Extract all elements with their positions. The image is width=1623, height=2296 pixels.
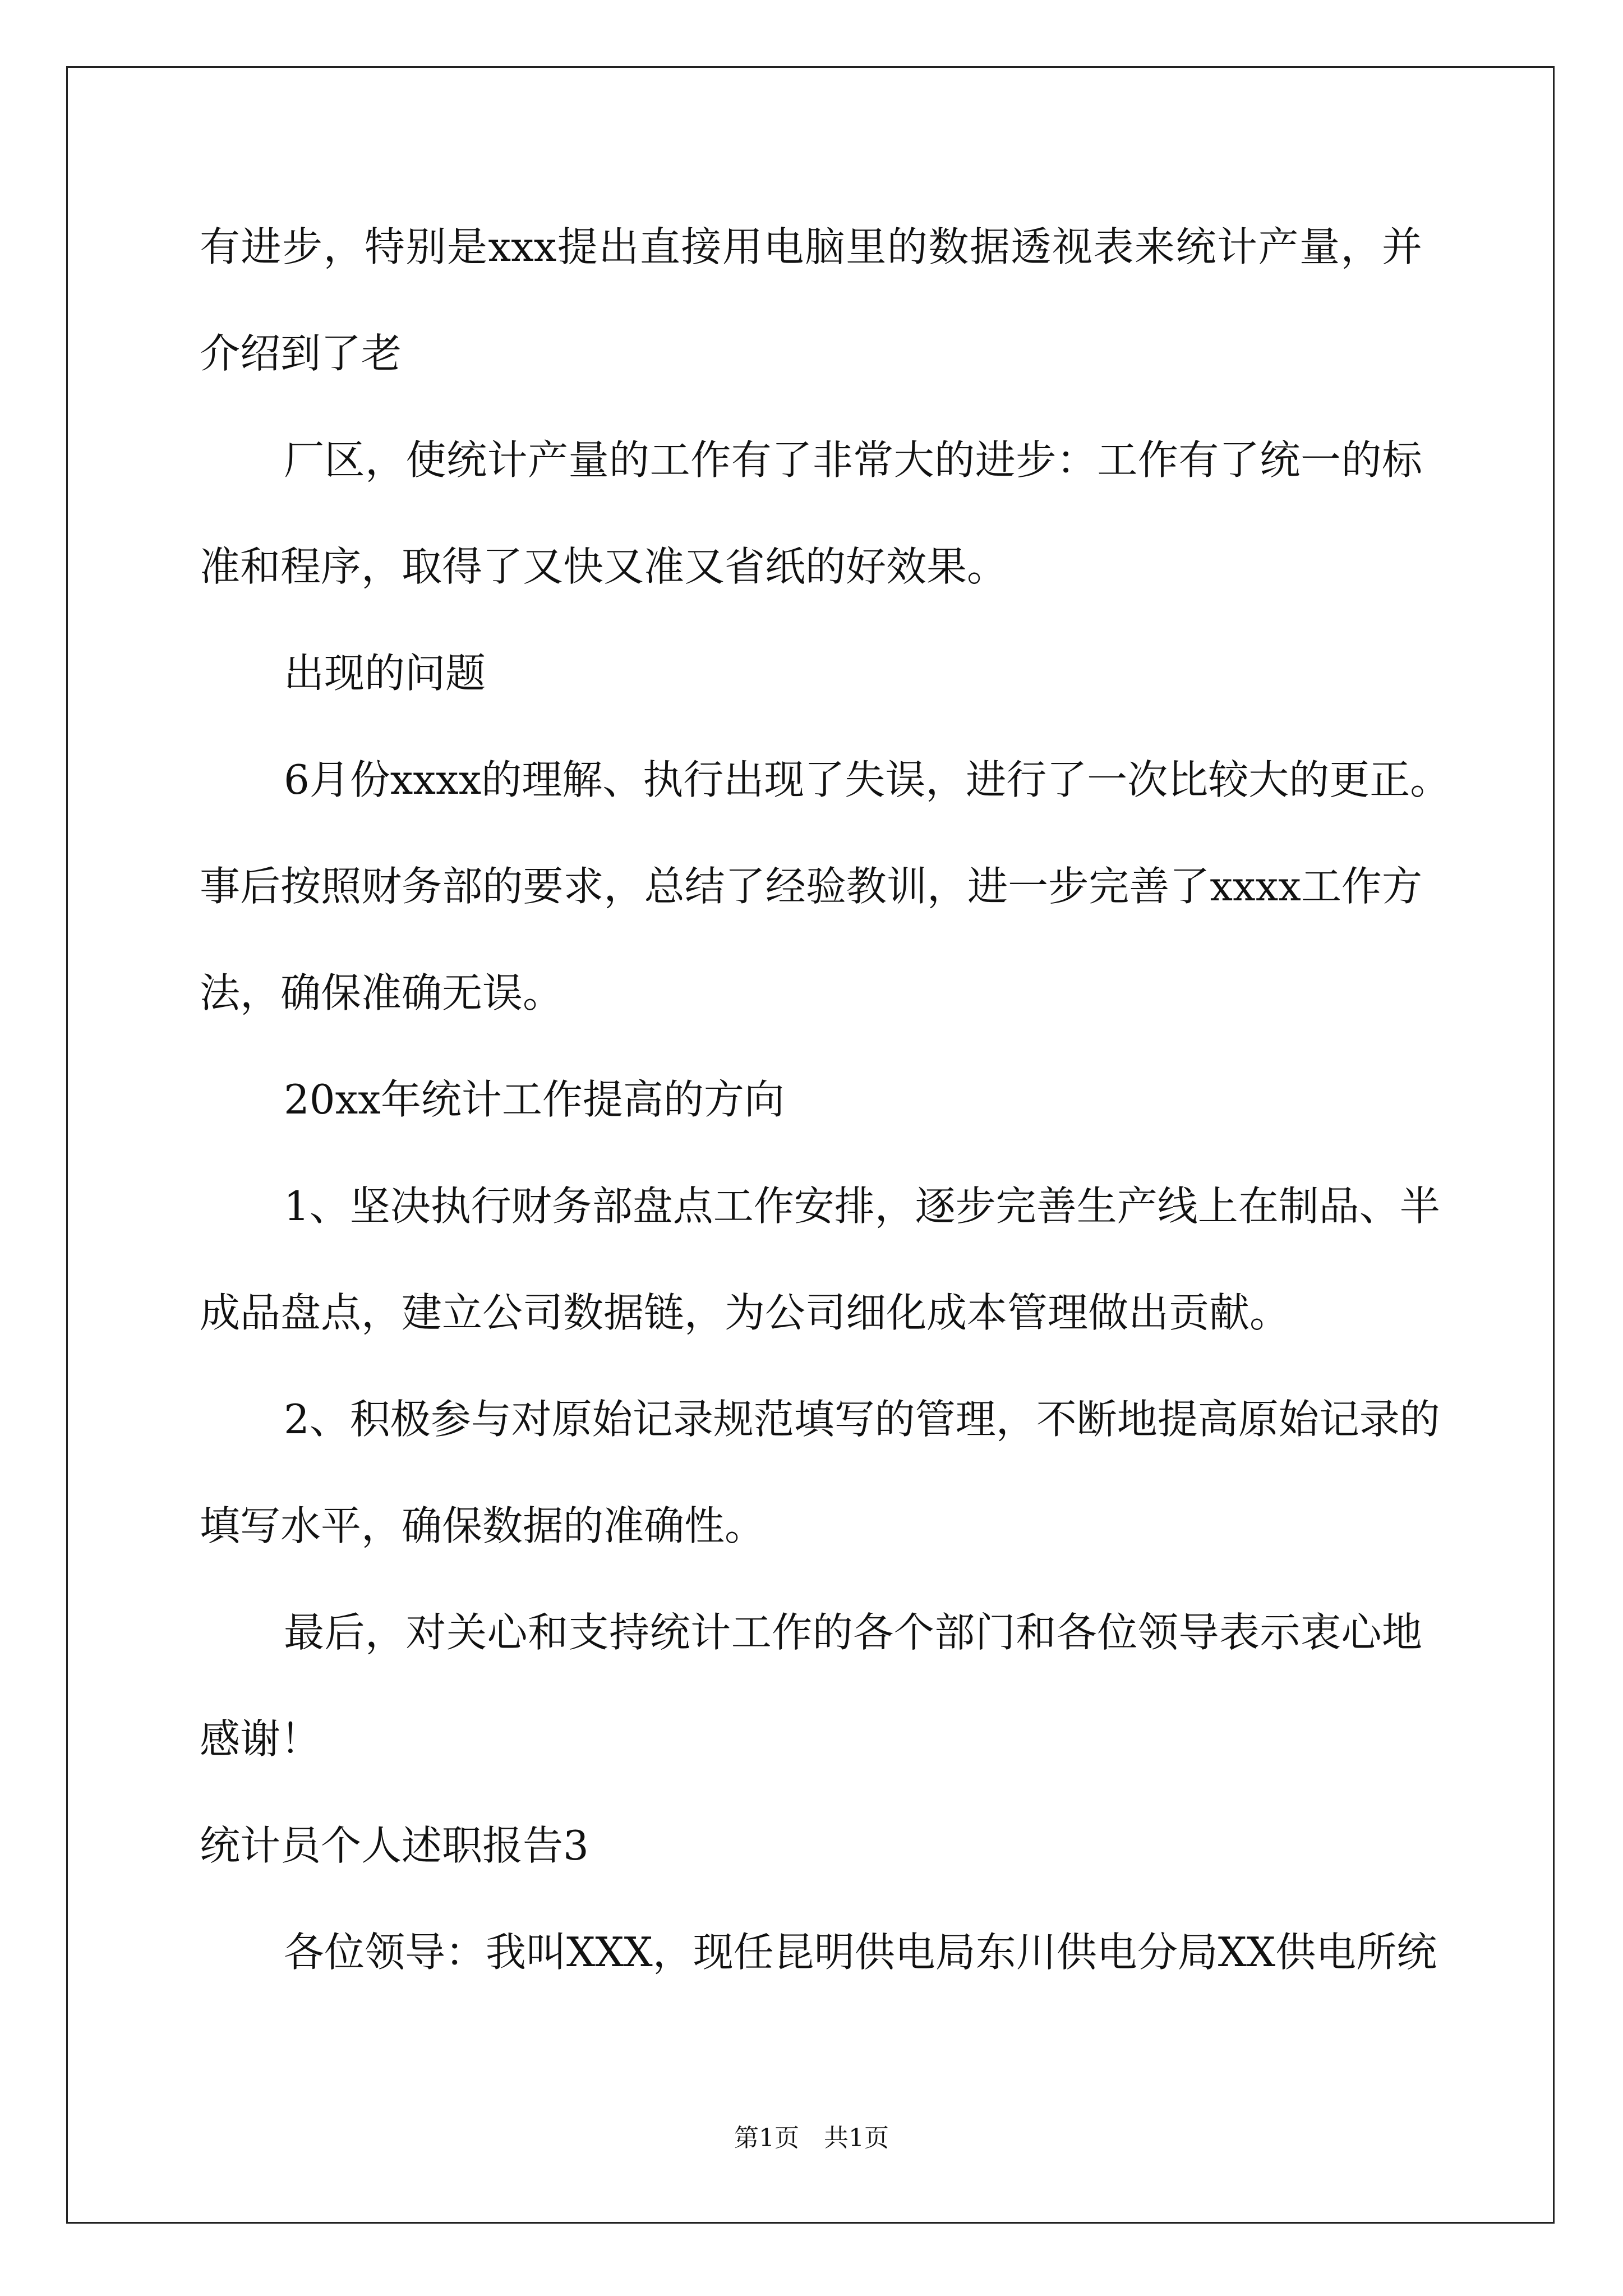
- text-line: 有进步，特别是xxx提出直接用电脑里的数据透视表来统计产量，并: [200, 223, 1422, 270]
- document-body: [200, 0, 1451, 2296]
- text-line: 感谢！: [200, 1715, 321, 1763]
- text-line: 2、积极参与对原始记录规范填写的管理，不断地提高原始记录的: [284, 1396, 1440, 1443]
- text-line: 事后按照财务部的要求，总结了经验教训，进一步完善了xxxx工作方: [200, 863, 1422, 910]
- text-line: 成品盘点，建立公司数据链，为公司细化成本管理做出贡献。: [200, 1289, 1290, 1336]
- text-line: 最后，对关心和支持统计工作的各个部门和各位领导表示衷心地: [284, 1609, 1422, 1656]
- text-line: 法，确保准确无误。: [200, 969, 564, 1016]
- text-line: 填写水平，确保数据的准确性。: [200, 1502, 766, 1549]
- section-heading: 出现的问题: [284, 650, 486, 697]
- text-line: 准和程序，取得了又快又准又省纸的好效果。: [200, 543, 1008, 590]
- section-title: 统计员个人述职报告3: [200, 1822, 589, 1869]
- text-line: 1、坚决执行财务部盘点工作安排，逐步完善生产线上在制品、半: [284, 1182, 1440, 1230]
- text-line: 介绍到了老: [200, 330, 402, 377]
- text-line: 各位领导：我叫XXX，现任昆明供电局东川供电分局XX供电所统: [284, 1929, 1437, 1976]
- page-footer: 第1页 共1页: [734, 2124, 889, 2152]
- section-heading: 20xx年统计工作提高的方向: [284, 1076, 785, 1123]
- text-line: 厂区，使统计产量的工作有了非常大的进步：工作有了统一的标: [284, 436, 1422, 484]
- text-line: 6月份xxxx的理解、执行出现了失误，进行了一次比较大的更正。: [284, 756, 1451, 803]
